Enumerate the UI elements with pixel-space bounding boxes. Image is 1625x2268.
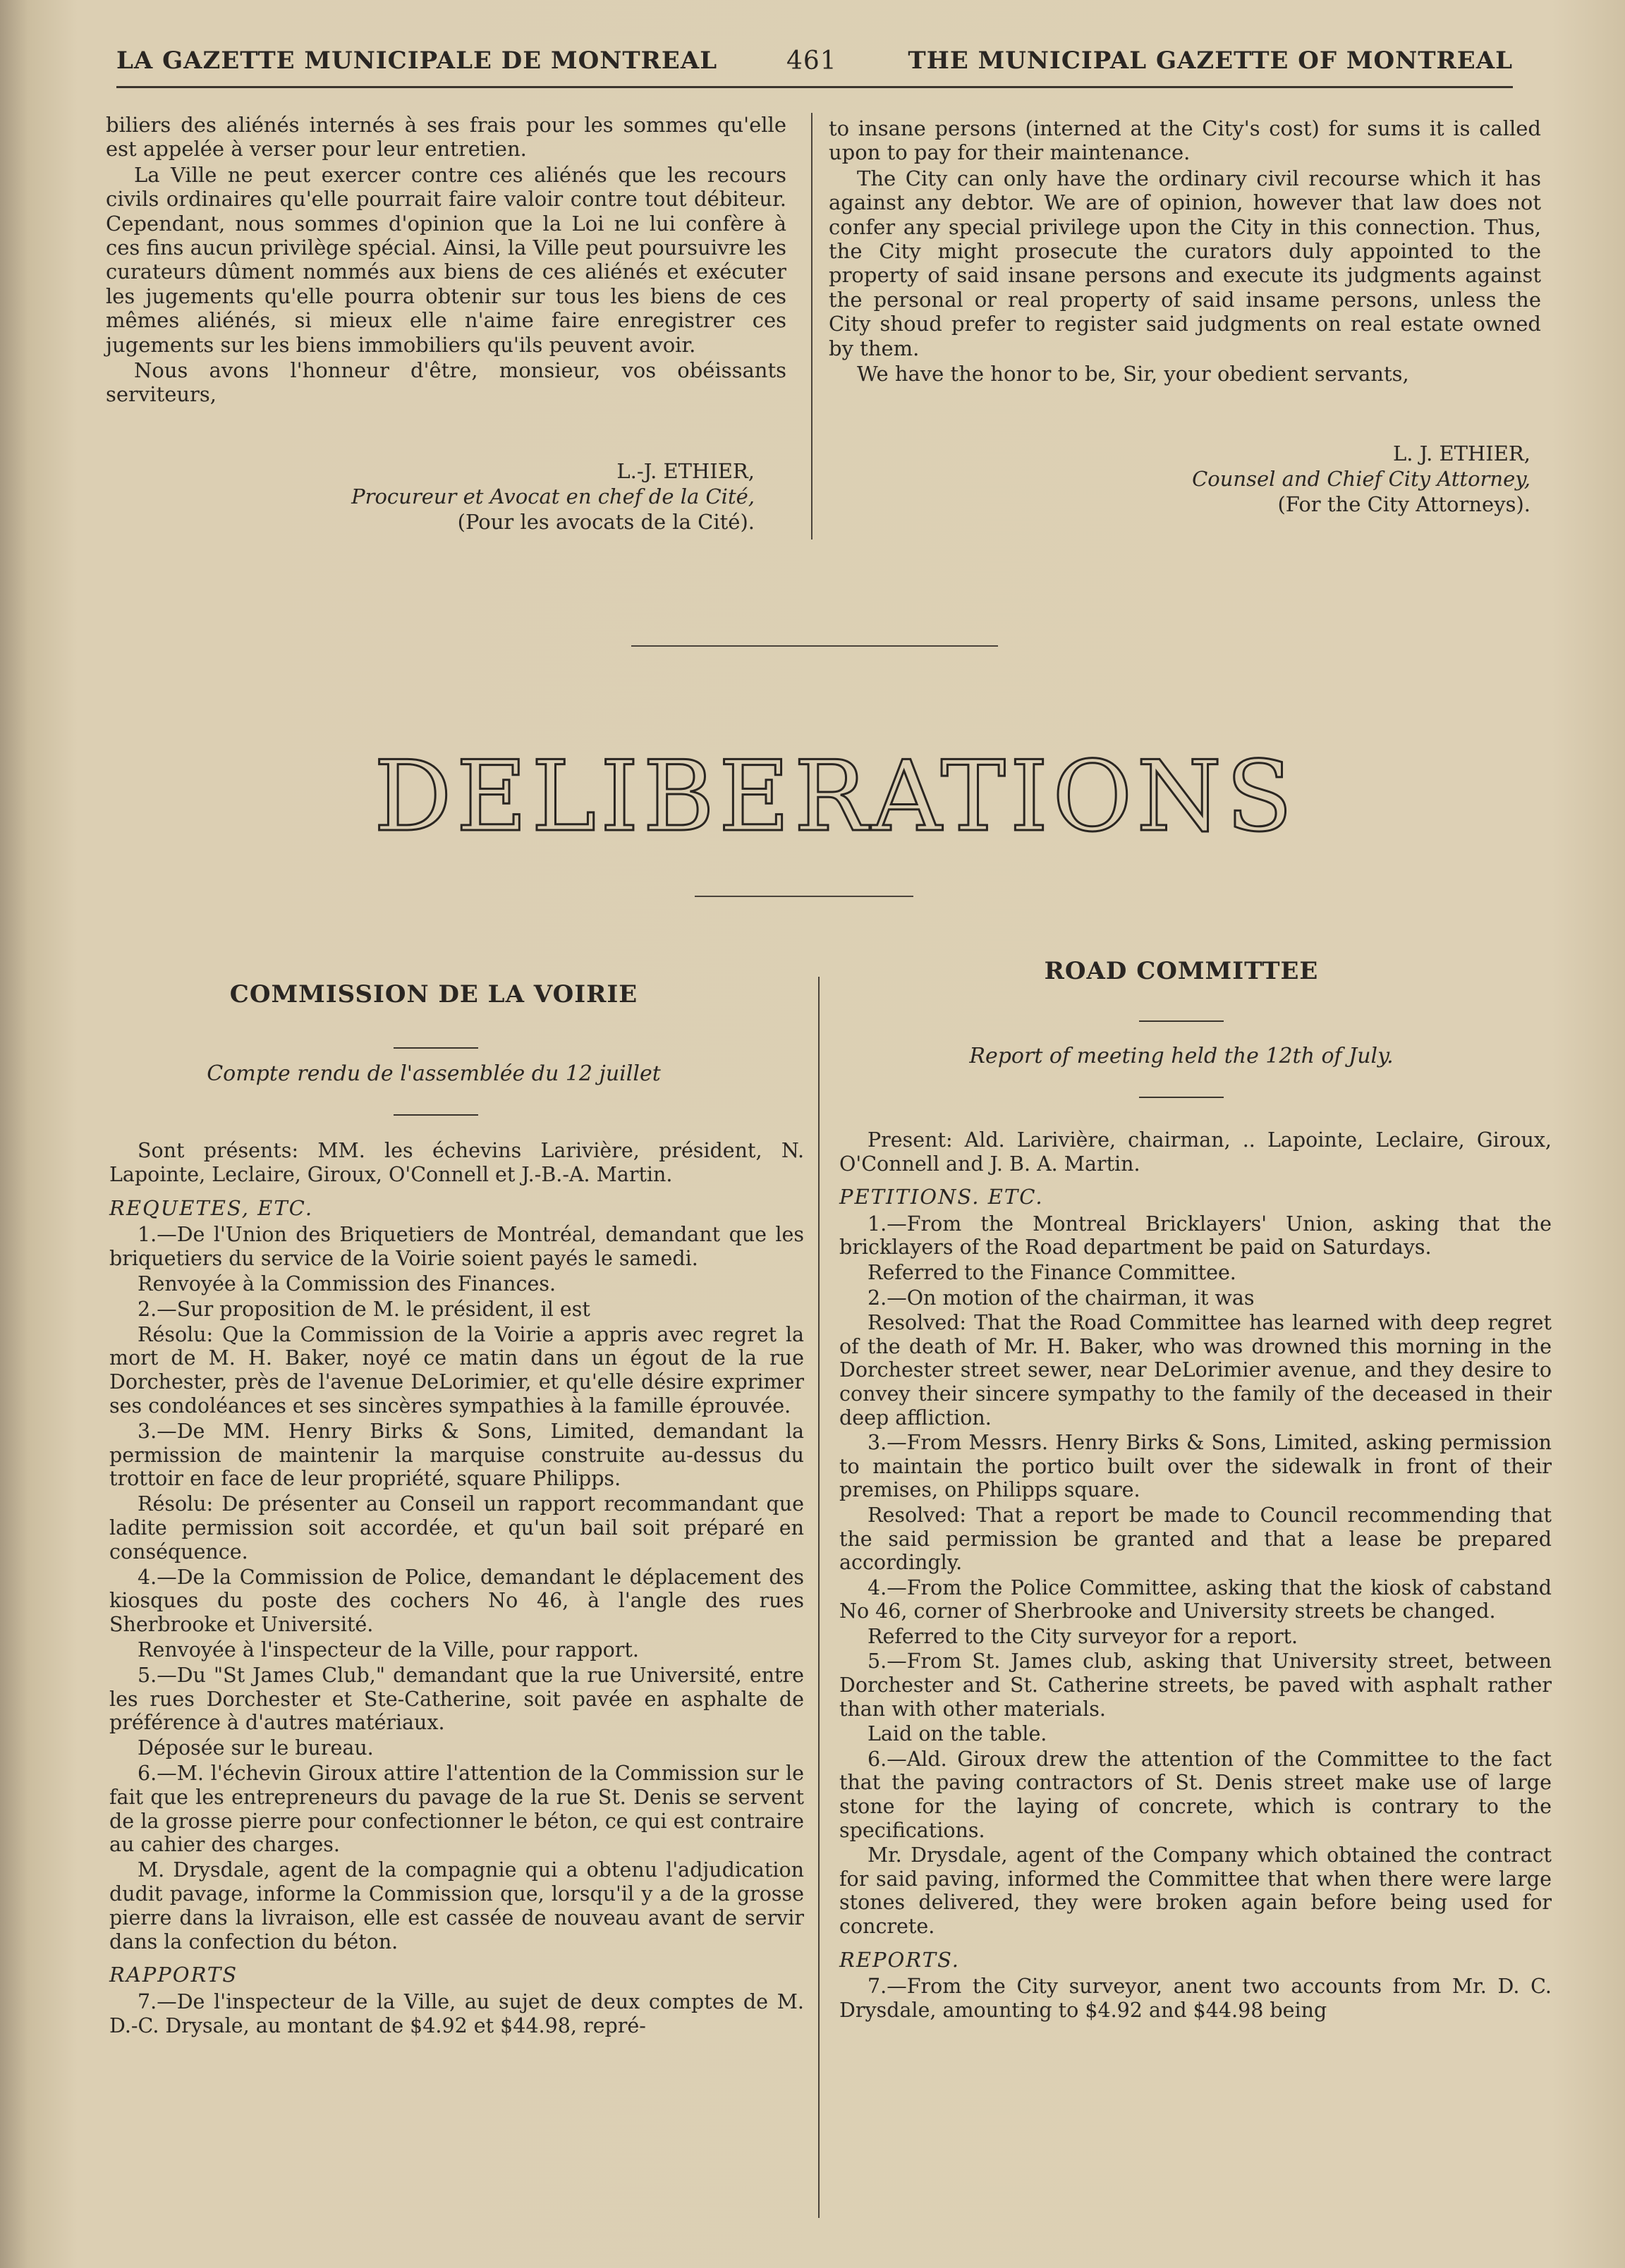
list-item: 6.—M. l'échevin Giroux attire l'attention de la Commission sur le fait que les entrepreneurs du pavage de la rue St. Denis se servent de la grosse pierre pour confectionner le béton, ce qui est contraire au cahier des charges. <box>109 1761 804 1857</box>
paragraph: Nous avons l'honneur d'être, monsieur, vos obéissants serviteurs, <box>106 358 786 407</box>
english-signature <box>829 441 1530 517</box>
section-rule-upper <box>631 645 998 647</box>
signature-name: L. J. ETHIER, <box>1393 441 1530 465</box>
list-item: Résolu: De présenter au Conseil un rapport recommandant que ladite permission soit accordée, et qu'un bail soit préparé en conséquence. <box>109 1492 804 1563</box>
attendance: Present: Ald. Larivière, chairman, .. Lapointe, Leclaire, Giroux, O'Connell and J. B. A. Martin. <box>839 1128 1552 1176</box>
english-section-title: ROAD COMMITTEE <box>1044 957 1319 985</box>
paragraph: La Ville ne peut exercer contre ces aliénés que les recours civils ordinaires qu'elle pourrait faire valoir contre tout débiteur. Cependant, nous sommes d'opinion que la Loi ne lui confère à ces fins aucun privilège spécial. Ainsi, la Ville peut poursuivre les curateurs dûment nommés aux biens de ces aliénés et exécuter les jugements qu'elle pourra obtenir sur tous les biens de ces mêmes aliénés, si mieux elle n'aime faire enregistrer ces jugements sur les biens immobiliers qu'ils peuvent avoir. <box>106 162 786 357</box>
attendance: Sont présents: MM. les échevins Larivière, président, N. Lapointe, Leclaire, Giroux, O'Connell et J.-B.-A. Martin. <box>109 1139 804 1186</box>
french-section-title: COMMISSION DE LA VOIRIE <box>229 980 638 1008</box>
paragraph: to insane persons (interned at the City's cost) for sums it is called upon to pay for their maintenance. <box>829 116 1541 165</box>
list-item: 2.—On motion of the chairman, it was <box>868 1286 1255 1310</box>
title-underline <box>394 1047 478 1049</box>
french-signature <box>106 458 755 535</box>
column-divider-main <box>818 977 820 2218</box>
paragraph: biliers des aliénés internés à ses frais pour les sommes qu'elle est appelée à verser pour leur entretien. <box>106 113 786 161</box>
requetes-heading: REQUETES, ETC. <box>109 1195 314 1220</box>
paragraph: We have the honor to be, Sir, your obedient servants, <box>857 362 1409 386</box>
list-item: 5.—From St. James club, asking that University street, between Dorchester and St. Catherine streets, be paved with asphalt rather than with other materials. <box>839 1650 1552 1721</box>
french-subtitle: Compte rendu de l'assemblée du 12 juillet <box>207 1061 661 1086</box>
list-item: 4.—De la Commission de Police, demandant le déplacement des kiosques du poste des cochers No 46, à l'angle des rues Sherbrooke et Université. <box>109 1565 804 1637</box>
list-item: Mr. Drysdale, agent of the Company which obtained the contract for said paving, informed the Committee that when there were large stones delivered, they were broken again before being used for concrete. <box>839 1843 1552 1938</box>
list-item: Referred to the Finance Committee. <box>868 1260 1236 1284</box>
list-item: 5.—Du "St James Club," demandant que la rue Université, entre les rues Dorchester et Ste-Catherine, soit pavée en asphalte de préférence à d'autres matériaux. <box>109 1663 804 1735</box>
subtitle-underline <box>394 1114 478 1116</box>
top-right-column <box>829 116 1541 386</box>
deliberations-title: DELIBERATIONS <box>374 740 1297 853</box>
signature-title: Procureur et Avocat en chef de la Cité, <box>351 484 755 508</box>
french-column <box>109 1139 804 2038</box>
list-item: 1.—De l'Union des Briquetiers de Montréal, demandant que les briquetiers du service de la Voirie soient payés le samedi. <box>109 1223 804 1271</box>
header-english-title: THE MUNICIPAL GAZETTE OF MONTREAL <box>908 47 1513 75</box>
list-item: M. Drysdale, agent de la compagnie qui a obtenu l'adjudication dudit pavage, informe la Commission que, lorsqu'il y a de la grosse pierre dans la livraison, elle est cassée de nouveau avant de servir dans la confection du béton. <box>109 1858 804 1953</box>
list-item: Laid on the table. <box>868 1722 1047 1746</box>
page-number: 461 <box>786 47 837 75</box>
rapports-heading: RAPPORTS <box>109 1963 238 1987</box>
signature-name: L.-J. ETHIER, <box>616 459 755 483</box>
english-subtitle: Report of meeting held the 12th of July. <box>969 1044 1394 1068</box>
list-item: 6.—Ald. Giroux drew the attention of the Committee to the fact that the paving contractors of St. Denis street make use of large stone for the laying of concrete, which is contrary to the specifications. <box>839 1747 1552 1842</box>
list-item: 7.—De l'inspecteur de la Ville, au sujet de deux comptes de M. D.-C. Drysale, au montant de $4.92 et $44.98, repré- <box>109 1990 804 2037</box>
list-item: Referred to the City surveyor for a report. <box>868 1624 1298 1648</box>
list-item: 4.—From the Police Committee, asking that the kiosk of cabstand No 46, corner of Sherbrooke and University streets be changed. <box>839 1575 1552 1623</box>
page-header <box>116 41 1513 90</box>
signature-note: (Pour les avocats de la Cité). <box>457 510 755 534</box>
list-item: Renvoyée à la Commission des Finances. <box>138 1272 556 1295</box>
paragraph: The City can only have the ordinary civil recourse which it has against any debtor. We are of opinion, however that law does not confer any special privilege upon the City in this connection. Thus, the City might prosecute the curators duly appointed to the property of said insane persons and execute its judgments against the personal or real property of said insame persons, unless the City shoud prefer to register said judgments on real estate owned by them. <box>829 166 1541 360</box>
list-item: Resolved: That the Road Committee has learned with deep regret of the death of Mr. H. Baker, who was drowned this morning in the Dorchester street sewer, near DeLorimier avenue, and they desire to convey their sincere sympathy to the family of the deceased in their deep affliction. <box>839 1311 1552 1429</box>
header-rule <box>116 86 1513 88</box>
list-item: 3.—De MM. Henry Birks & Sons, Limited, demandant la permission de maintenir la marquise construite au-dessus du trottoir en face de leur propriété, square Philipps. <box>109 1419 804 1491</box>
signature-note: (For the City Attorneys). <box>1277 492 1530 516</box>
list-item: Déposée sur le bureau. <box>138 1736 374 1760</box>
title-underline <box>1139 1020 1224 1022</box>
english-column <box>839 1128 1552 2022</box>
list-item: Résolu: Que la Commission de la Voirie a appris avec regret la mort de M. H. Baker, noyé ce matin dans un égout de la rue Dorchester, près de l'avenue DeLorimier, et qu'elle désire exprimer ses condoléances et ses sincères sympathies à la famille éprouvée. <box>109 1322 804 1418</box>
list-item: 2.—Sur proposition de M. le président, il est <box>138 1297 590 1321</box>
list-item: 1.—From the Montreal Bricklayers' Union, asking that the bricklayers of the Road department be paid on Saturdays. <box>839 1212 1552 1260</box>
reports-heading: REPORTS. <box>839 1947 961 1972</box>
list-item: 3.—From Messrs. Henry Birks & Sons, Limited, asking permission to maintain the portico built over the sidewalk in front of their premises, on Philipps square. <box>839 1431 1552 1502</box>
signature-title: Counsel and Chief City Attorney, <box>1192 467 1530 491</box>
petitions-heading: PETITIONS. ETC. <box>839 1185 1044 1209</box>
subtitle-underline <box>1139 1097 1224 1098</box>
list-item: Resolved: That a report be made to Council recommending that the said permission be granted and that a lease be prepared accordingly. <box>839 1503 1552 1575</box>
column-divider-top <box>811 113 812 539</box>
list-item: 7.—From the City surveyor, anent two accounts from Mr. D. C. Drysdale, amounting to $4.92 and $44.98 being <box>839 1975 1552 2022</box>
top-left-column <box>106 113 786 407</box>
list-item: Renvoyée à l'inspecteur de la Ville, pour rapport. <box>138 1638 639 1662</box>
header-french-title: LA GAZETTE MUNICIPALE DE MONTREAL <box>116 47 718 75</box>
section-rule-lower <box>695 896 913 897</box>
